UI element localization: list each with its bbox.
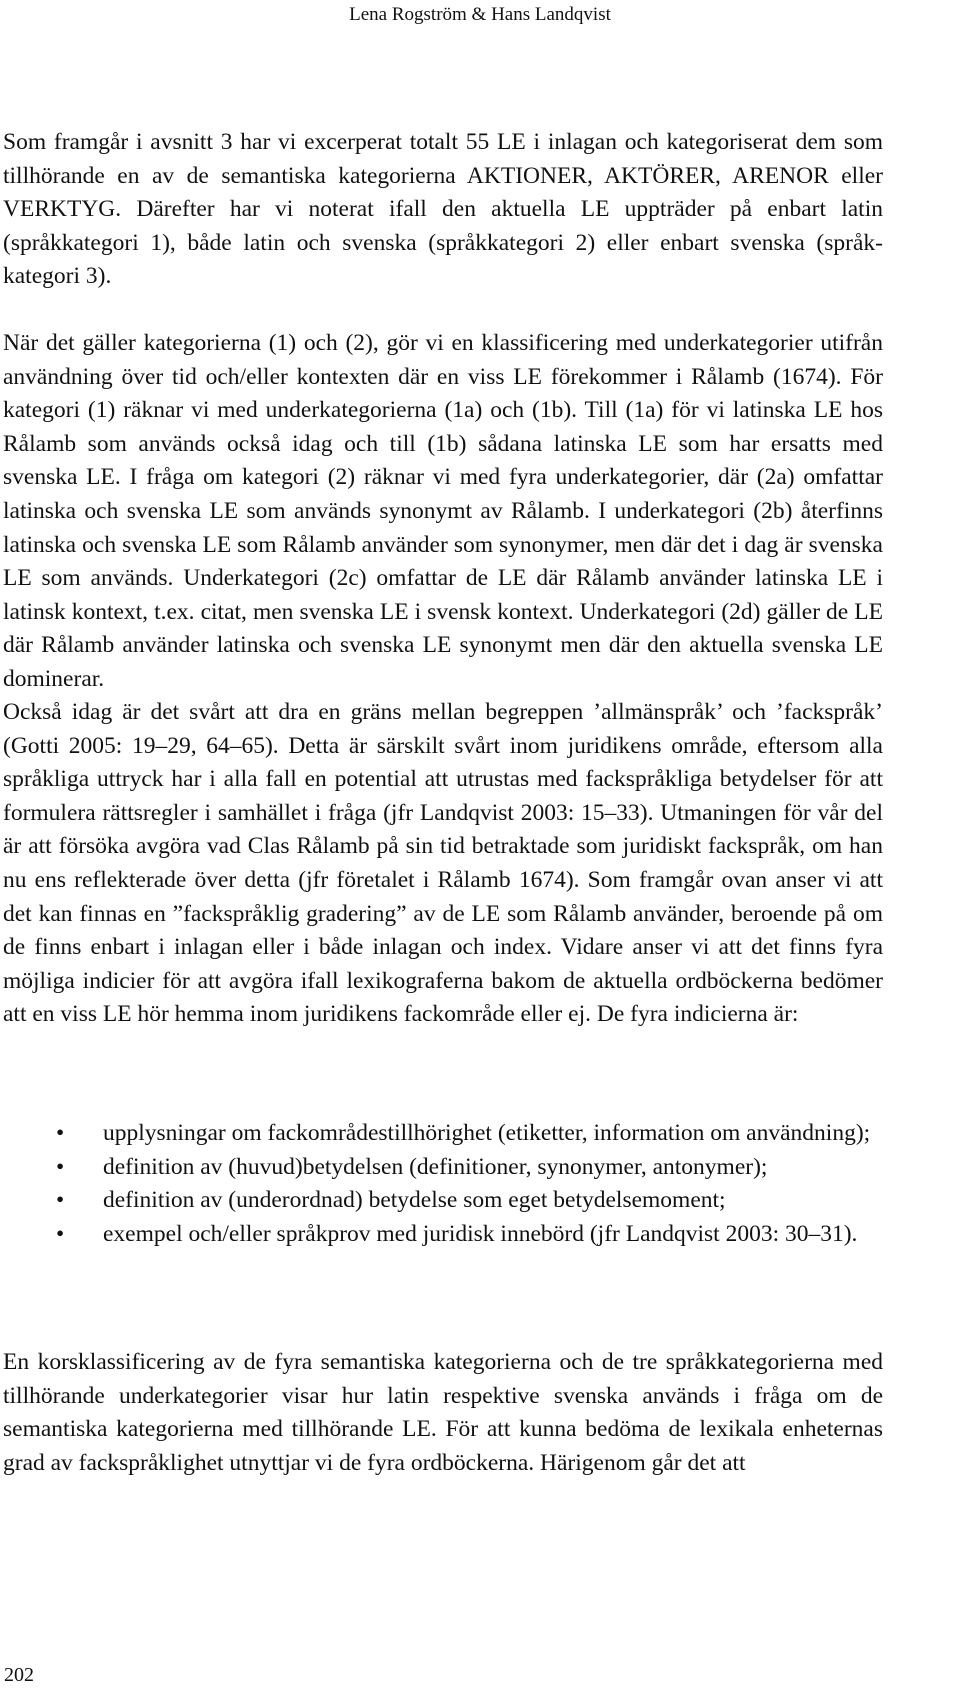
- paragraph-1: Som framgår i avsnitt 3 har vi excerperat totalt 55 LE i inlagan och kategoriserat dem som tillhörande en av de semantiska kategorierna AKTIONER, AKTÖRER, ARENOR eller VERKTYG. Därefter har vi noterat ifall den aktuella LE uppträder på enbart latin (språkkategori 1), både latin och svenska (språkkategori 2) eller enbart svenska (språkkategori 3).: [3, 129, 883, 290]
- paragraph-5: En korsklassificering av de fyra semantiska kategorierna och de tre språkkategorierna med tillhörande underkategorier visar hur latin respektive svenska används i fråga om de semantiska kategorierna med tillhörande LE. För att kunna bedöma de lexikala enheternas grad av fackspråklighet utnyttjar vi de fyra ordböckerna. Härigenom går det att: [3, 1349, 883, 1476]
- list-item: [0, 1151, 883, 1185]
- list-item-text: upplysningar om fackområdestillhörighet (etiketter, information om användning);: [103, 1120, 871, 1146]
- list-item-text: definition av (underordnad) betydelse som eget betydelsemoment;: [103, 1187, 726, 1214]
- running-head: Lena Rogström & Hans Landqvist: [349, 4, 611, 25]
- list-item: [0, 1218, 883, 1252]
- list-item-text: exempel och/eller språkprov med juridisk innebörd (jfr Landqvist 2003: 30–31).: [103, 1220, 858, 1247]
- bullet-icon: •: [56, 1220, 65, 1247]
- bullet-icon: •: [56, 1120, 65, 1146]
- page-number: 202: [4, 1664, 34, 1686]
- bullet-icon: •: [56, 1187, 65, 1214]
- list-item: [0, 1117, 883, 1151]
- list-item: [0, 1184, 883, 1218]
- list-item-text: definition av (huvud)betydelsen (definitioner, synonymer, antonymer);: [103, 1153, 768, 1180]
- paragraph-3: Också idag är det svårt att dra en gräns mellan begreppen ’allmänspråk’ och ’fackspråk’ (Gotti 2005: 19–29, 64–65). Detta är särskilt svårt inom juridikens område, eftersom alla språkliga uttryck har i alla fall en potential att utrustas med fackspråkliga betydelser för att formulera rättsregler i samhället i fråga (jfr Landqvist 2003: 15–33). Utmaningen för vår del är att försöka avgöra vad Clas Rålamb på sin tid betraktade som juridiskt fackspråk, om han nu ens reflekterade över detta (jfr företalet i Rålamb 1674). Som framgår ovan anser vi att det kan finnas en ”fackspråklig gradering” av de LE som Rålamb använder, beroende på om de finns enbart i inlagan eller i både inlagan och index. Vidare anser vi att det finns fyra möjliga indicier för att avgöra ifall lexikograferna bakom de aktuella ordböckerna bedömer att en viss LE hör hemma inom juridikens fackområde eller ej. De fyra indicierna är:: [3, 699, 883, 1028]
- paragraph-2: När det gäller kategorierna (1) och (2), gör vi en klassificering med underkategorier utifrån användning över tid och/eller kontexten där en viss LE förekommer i Rålamb (1674). För kategori (1) räknar vi med underkategorierna (1a) och (1b). Till (1a) för vi latinska LE hos Rålamb som används också idag och till (1b) sådana latinska LE som har ersatts med svenska LE. I fråga om kategori (2) räknar vi med fyra underkategorier, där (2a) omfattar latinska och svenska LE som används synonymt av Rålamb. I underkategori (2b) återfinns latinska och svenska LE som Rålamb använder som synonymer, men där det i dag är svenska LE som används. Underkategori (2c) omfattar de LE där Rålamb använder latinska LE i latinsk kontext, t.ex. citat, men svenska LE i svensk kontext. Underkategori (2d) gäller de LE där Rålamb använder latinska och svenska LE synonymt men där den aktuella svenska LE dominerar.: [3, 330, 883, 692]
- indicator-list: [0, 1117, 883, 1251]
- bullet-icon: •: [56, 1153, 65, 1180]
